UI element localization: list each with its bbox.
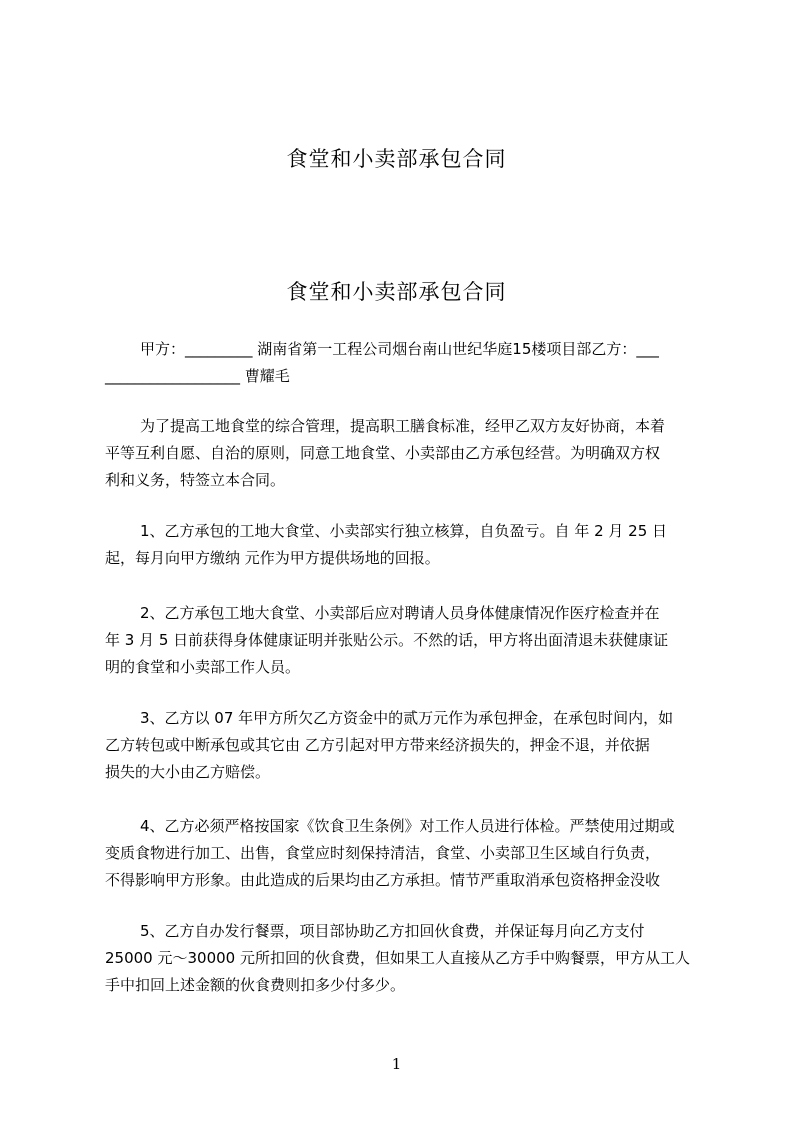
clause-2-line: 2、乙方承包工地大食堂、小卖部后应对聘请人员身体健康情况作医疗检查并在 — [140, 604, 660, 622]
clause-4-line: 不得影响甲方形象。由此造成的后果均由乙方承担。情节严重取消承包资格押金没收 — [105, 871, 661, 889]
clause-3-line: 乙方转包或中断承包或其它由 乙方引起对甲方带来经济损失的，押金不退，并依据 — [105, 736, 650, 754]
clause-3-line: 3、乙方以 07 年甲方所欠乙方资金中的贰万元作为承包押金，在承包时间内，如 — [140, 709, 674, 727]
clause-2-line: 年 3 月 5 日前获得身体健康证明并张贴公示。不然的话，甲方将出面清退未获健康证 — [105, 631, 669, 649]
document-title: 食堂和小卖部承包合同 — [286, 280, 507, 304]
intro-line: 平等互利自愿、自治的原则，同意工地食堂、小卖部由乙方承包经营。为明确双方权 — [105, 444, 661, 462]
clause-2-line: 明的食堂和小卖部工作人员。 — [105, 658, 301, 676]
header-title: 食堂和小卖部承包合同 — [286, 147, 507, 171]
intro-line: 利和义务，特签立本合同。 — [105, 471, 286, 489]
intro-line: 为了提高工地食堂的综合管理，提高职工膳食标准，经甲乙双方友好协商，本着 — [140, 417, 666, 435]
clause-1-line: 起，每月向甲方缴纳 元作为甲方提供场地的回报。 — [105, 549, 440, 567]
clause-1-line: 1、乙方承包的工地大食堂、小卖部实行独立核算，自负盈亏。自 年 2 月 25 日 — [140, 522, 668, 540]
clause-4-line: 4、乙方必须严格按国家《饮食卫生条例》对工作人员进行体检。严禁使用过期或 — [140, 817, 675, 835]
parties-line: 甲方：_________ 湖南省第一工程公司烟台南山世纪华庭15楼项目部乙方：___ — [140, 340, 659, 358]
clause-5-line: 25000 元～30000 元所扣回的伙食费，但如果工人直接从乙方手中购餐票，甲方从工人 — [105, 949, 690, 967]
parties-line: __________________ 曹耀毛 — [105, 367, 290, 385]
page-number: 1 — [391, 1055, 402, 1073]
clause-5-line: 5、乙方自办发行餐票，项目部协助乙方扣回伙食费，并保证每月向乙方支付 — [140, 922, 645, 940]
clause-5-line: 手中扣回上述金额的伙食费则扣多少付多少。 — [105, 976, 406, 994]
clause-3-line: 损失的大小由乙方赔偿。 — [105, 763, 271, 781]
clause-4-line: 变质食物进行加工、出售，食堂应时刻保持清洁，食堂、小卖部卫生区域自行负责， — [105, 844, 661, 862]
